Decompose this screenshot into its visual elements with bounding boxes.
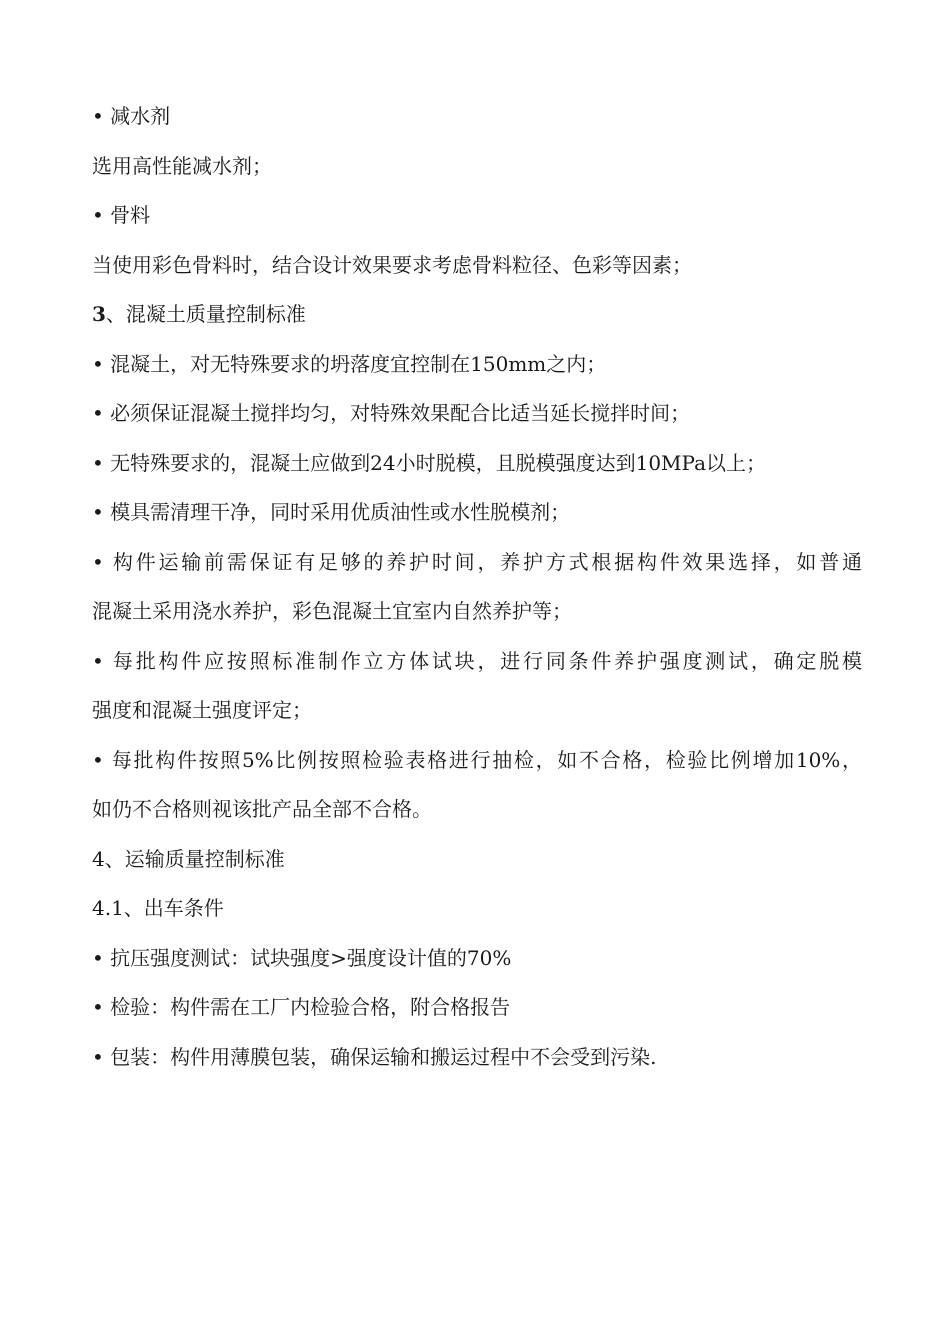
section-heading-concrete-quality [92,290,862,340]
bullet-packaging: • 包装：构件用薄膜包装，确保运输和搬运过程中不会受到污染. [92,1044,657,1069]
section-heading-transport-quality: 4、运输质量控制标准 [92,846,285,871]
bullet-compression-test: • 抗压强度测试：试块强度>强度设计值的70% [92,945,512,970]
paragraph-aggregate: 当使用彩色骨料时，结合设计效果要求考虑骨料粒径、色彩等因素； [92,252,692,277]
bullet-test-block-line-2: 强度和混凝土强度评定； [92,698,312,722]
bullet-curing-line-2: 混凝土采用浇水养护，彩色混凝土宜室内自然养护等； [92,599,572,623]
bullet-test-block-line-1: • 每批构件应按照标准制作立方体试块，进行同条件养护强度测试，确定脱模 [92,648,862,673]
section-title: 、混凝土质量控制标准 [105,302,306,326]
bullet-water-reducer: • 减水剂 [92,104,171,128]
bullet-curing-line-1: • 构件运输前需保证有足够的养护时间，养护方式根据构件效果选择，如普通 [92,549,862,574]
bullet-aggregate: • 骨料 [92,203,151,227]
bullet-slump: • 混凝土，对无特殊要求的坍落度宜控制在150mm之内； [92,351,607,376]
document-body [92,92,862,1082]
bullet-mixing: • 必须保证混凝土搅拌均匀，对特殊效果配合比适当延长搅拌时间； [92,401,691,425]
paragraph-water-reducer: 选用高性能减水剂； [92,153,272,178]
bullet-inspection: • 检验：构件需在工厂内检验合格，附合格报告 [92,995,511,1019]
subsection-heading-departure: 4.1、出车条件 [92,896,224,920]
bullet-sampling-line-1: • 每批构件按照5%比例按照检验表格进行抽检，如不合格，检验比例增加10%， [92,747,862,772]
bullet-mold-cleaning: • 模具需清理干净，同时采用优质油性或水性脱模剂； [92,500,571,524]
bullet-sampling-line-2: 如仍不合格则视该批产品全部不合格。 [92,797,432,821]
bullet-demolding: • 无特殊要求的，混凝土应做到24小时脱模，且脱模强度达到10MPa以上； [92,450,767,475]
section-number: 3 [92,302,106,326]
